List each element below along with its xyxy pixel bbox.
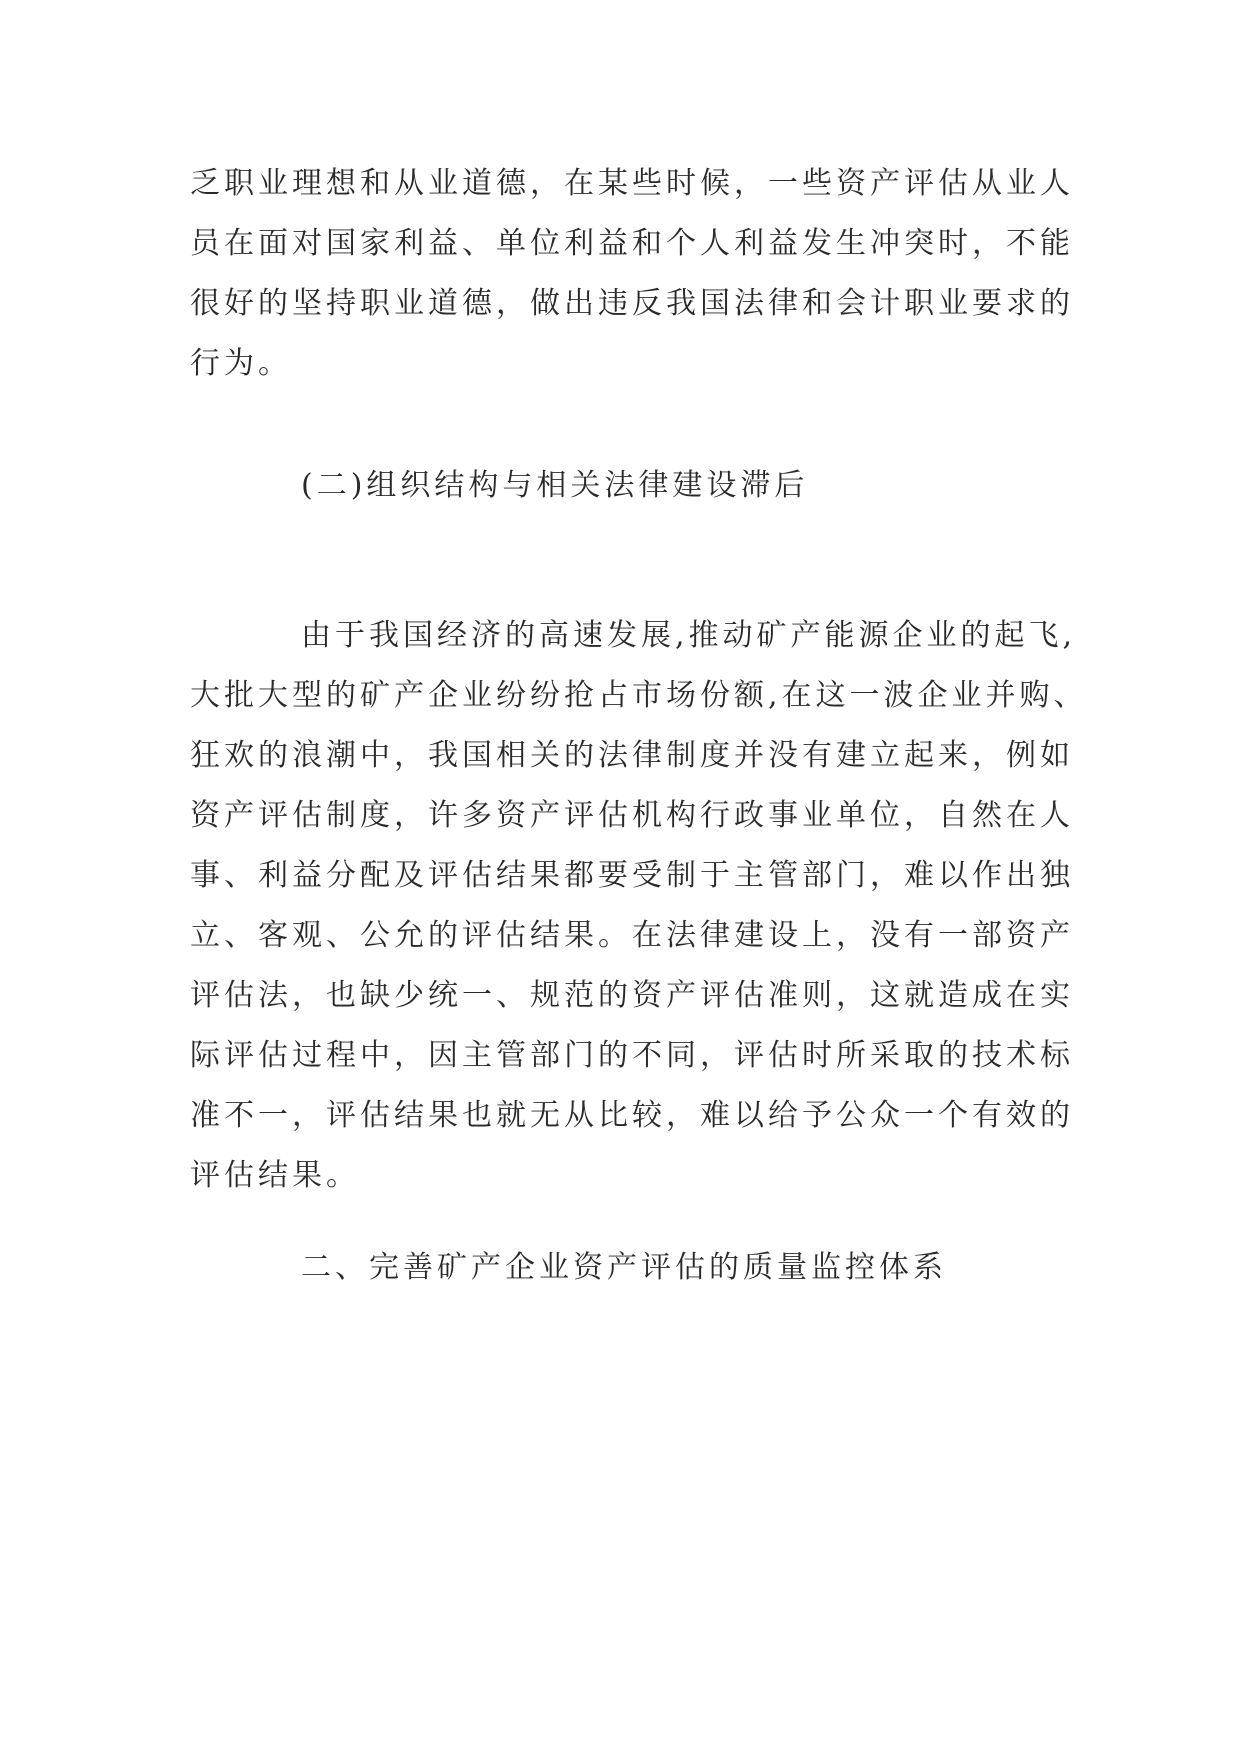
paragraph-line: 乏职业理想和从业道德，在某些时候，一些资产评估从业人 <box>190 166 1074 201</box>
section-heading-2-1 <box>190 456 1050 516</box>
paragraph-line: 评估法，也缺少统一、规范的资产评估准则，这就造成在实 <box>190 978 1074 1013</box>
paragraph-line: 立、客观、公允的评估结果。在法律建设上，没有一部资产 <box>190 918 1074 953</box>
paragraph-1 <box>190 154 1074 394</box>
section-heading-2 <box>190 1238 1050 1298</box>
heading-text: (二)组织结构与相关法律建设滞后 <box>301 468 809 503</box>
paragraph-line: 行为。 <box>190 346 292 381</box>
paragraph-line: 狂欢的浪潮中，我国相关的法律制度并没有建立起来，例如 <box>190 738 1074 773</box>
paragraph-line: 员在面对国家利益、单位利益和个人利益发生冲突时，不能 <box>190 226 1074 261</box>
paragraph-2 <box>190 606 1088 1206</box>
paragraph-line: 由于我国经济的高速发展,推动矿产能源企业的起飞, <box>301 618 1077 653</box>
paragraph-line: 资产评估制度，许多资产评估机构行政事业单位，自然在人 <box>190 798 1074 833</box>
paragraph-line: 准不一，评估结果也就无从比较，难以给予公众一个有效的 <box>190 1098 1074 1133</box>
heading-text: 二、完善矿产企业资产评估的质量监控体系 <box>301 1250 947 1285</box>
paragraph-line: 评估结果。 <box>190 1158 360 1193</box>
paragraph-line: 很好的坚持职业道德，做出违反我国法律和会计职业要求的 <box>190 286 1074 321</box>
paragraph-line: 际评估过程中，因主管部门的不同，评估时所采取的技术标 <box>190 1038 1074 1073</box>
paragraph-line: 事、利益分配及评估结果都要受制于主管部门，难以作出独 <box>190 858 1074 893</box>
paragraph-line: 大批大型的矿产企业纷纷抢占市场份额,在这一波企业并购、 <box>190 678 1088 713</box>
